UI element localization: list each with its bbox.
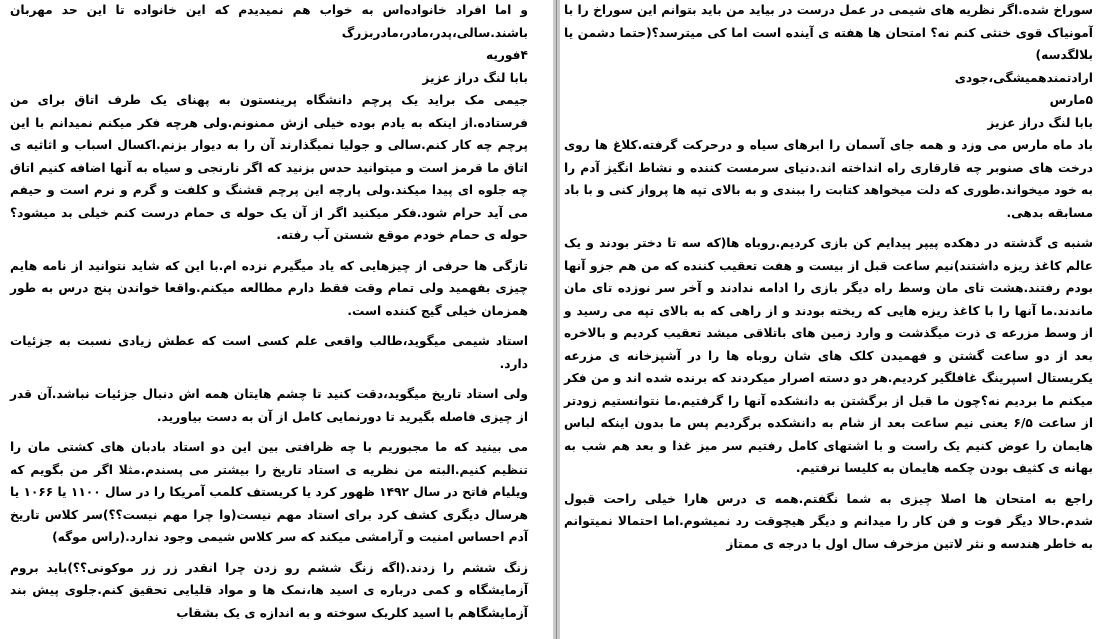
paragraph: باد ماه مارس می وزد و همه جای آسمان را ابرهای سیاه و درحرکت گرفته.کلاغ ها روی درخت های صنوبر چه قارقاری راه انداخته اند.دنیای سرمست کننده و نشاط انگیز آدم را به خود میخواند.طوری که دلت میخواهد کتابت را ببندی و به بالای تپه ها پرواز کنی و با باد مسابقه بدهی. <box>564 138 1093 220</box>
signature: ارادتمندهمیشگی،جودی <box>954 70 1093 85</box>
paragraph: راجع به امتحان ها اصلا چیزی به شما نگفتم.همه ی درس هارا خیلی راحت قبول شدم.حالا دیگر فوت و فن کار را میدانم و دیگر هیچوقت رد نمیشوم.اما احتمالا نمیتوانم به خاطر هندسه و نثر لاتین مزخرف سال اول با درجه ی ممتاز <box>564 491 1093 551</box>
letter-salutation: بابا لنگ دراز عزیز <box>987 115 1093 130</box>
paragraph: استاد شیمی میگوید،طالب واقعی علم کسی است که عطش زیادی نسبت به جزئیات دارد. <box>10 334 528 371</box>
paragraph: شنبه ی گذشته در دهکده پیپر پیدایم کن بازی کردیم.روباه ها(که سه تا دختر بودند و یک عالم کاغذ ریزه داشتند)نیم ساعت قبل از بیست و هفت تعقیب کننده که من هم جزو آنها بودم رفتند.هشت تای مان وسط راه دیگر بازی را ادامه ندادند و آخر سر نوزده تای مان ماندند.ما آنها را با کاغذ ریزه هایی که ریخته بودند و از راهی که به بالای تپه می رسید و از وسط مزرعه ی ذرت میگذشت و وارد زمین های باتلاقی میشد تعقیب کردیم و بالاخره بعد از دو ساعت گشتن و فهمیدن کلک های شان روباه ها را در آشپزخانه ی مزرعه یکریستال اسپرینگ غافلگیر کردیم.هر دو دسته اصرار میکردند که برنده شده اند و من فکر میکنم ما بردیم نه؟چون ما قبل از برگشتن به دانشکده آنها را گرفتیم.ما نتوانستیم زودتر از ساعت ۶/۵ یعنی نیم ساعت بعد از شام به دانشکده برگردیم پس ما بدون اینکه لباس هایمان را عوض کنیم یک راست و با اشتهای کامل رفتیم سر میز غذا و بعد هم شب به بهانه ی کثیف بودن چکمه هایمان به کلیسا نرفتیم. <box>564 236 1093 475</box>
left-page <box>0 0 553 639</box>
paragraph: سوراخ شده.اگر نظریه های شیمی در عمل درست در بیاید من باید بتوانم این سوراخ را با آمونیاک قوی خنثی کنم نه؟ امتحان ها هفته ی آینده است اما کی میترسد؟(حتما دشمن یا بلالگدسه) <box>564 3 1093 62</box>
letter-date: ۴فوریه <box>485 48 528 62</box>
page-divider <box>556 0 557 639</box>
paragraph: زنگ ششم را زدند.(اگه زنگ ششم رو زدن چرا انقدر زر زر موکونی؟؟)باید بروم آزمایشگاه و کمی درباره ی اسید ها،نمک ها و مواد قلیایی تحقیق کنم.جلوی پیش بند آزمایشگاهم با اسید کلریک سوخته و به اندازه ی یک بشقاب <box>10 560 528 620</box>
paragraph: و اما افراد خانواده‌اس به خواب هم نمیدیدم که این خانواده تا این حد مهربان باشند.سالی،پدر،مادر،مادربزرگ <box>10 3 528 40</box>
paragraph: تازگی ها حرفی از چیزهایی که یاد میگیرم نزده ام.با این که شاید نتوانید از نامه هایم چیزی بفهمید ولی تمام وقت فقط دارم مطالعه میکنم.واقعا خواندن پنج درس به طور همزمان خیلی گیج کننده است. <box>10 258 528 318</box>
paragraph: می بینید که ما مجبوریم با چه ظرافتی بین این دو استاد بادبان های کشتی مان را تنظیم کنیم.البته من نظریه ی استاد تاریخ را بیشتر می پسندم.مثلا اگر من بگویم که ویلیام فاتح در سال ۱۴۹۲ ظهور کرد یا کریستف کلمب آمریکا را در سال ۱۱۰۰ یا ۱۰۶۶ یا هرسال دیگری کشف کرد برای استاد مهم نیست(وا چرا مهم نیست؟؟)سر کلاس تاریخ آدم احساس امنیت و آرامشی میکند که سر کلاس شیمی وجود ندارد.(راس موگه) <box>10 440 528 544</box>
right-page <box>560 0 1114 639</box>
letter-date: ۵مارس <box>1049 93 1093 107</box>
paragraph: جیمی مک براید یک پرچم دانشگاه پرینستون به پهنای یک طرف اتاق برای من فرستاده.از اینکه به یادم بوده خیلی ازش ممنونم.ولی هرچه فکر میکنم نمیدانم با این پرچم چه کار کنم.سالی و جولیا نمیگذارند آن را به دیوار بزنم.اکسال اسباب و اثاثیه ی اتاق ما قرمز است و میتوانید حدس بزنید که اگر نارنجی و سیاه به آنها اضافه کنیم اتاق چه جلوه ای پیدا میکند.ولی پارچه این پرچم قشنگ و کلفت و گرم و نرم است و حیفم می آید حرام شود.فکر میکنید اگر از آن یک حوله ی حمام درست کنم خیلی بد میشود؟حوله ی حمام خودم موقع شستن آب رفته. <box>10 93 528 242</box>
letter-salutation: بابا لنگ دراز عزیز <box>422 70 528 85</box>
paragraph: ولی استاد تاریخ میگوید،دقت کنید تا چشم هایتان همه اش دنبال جزئیات نباشد.آن قدر از چیزی فاصله بگیرید تا دورنمایی کامل از آن به دست بیاورید. <box>10 387 528 424</box>
